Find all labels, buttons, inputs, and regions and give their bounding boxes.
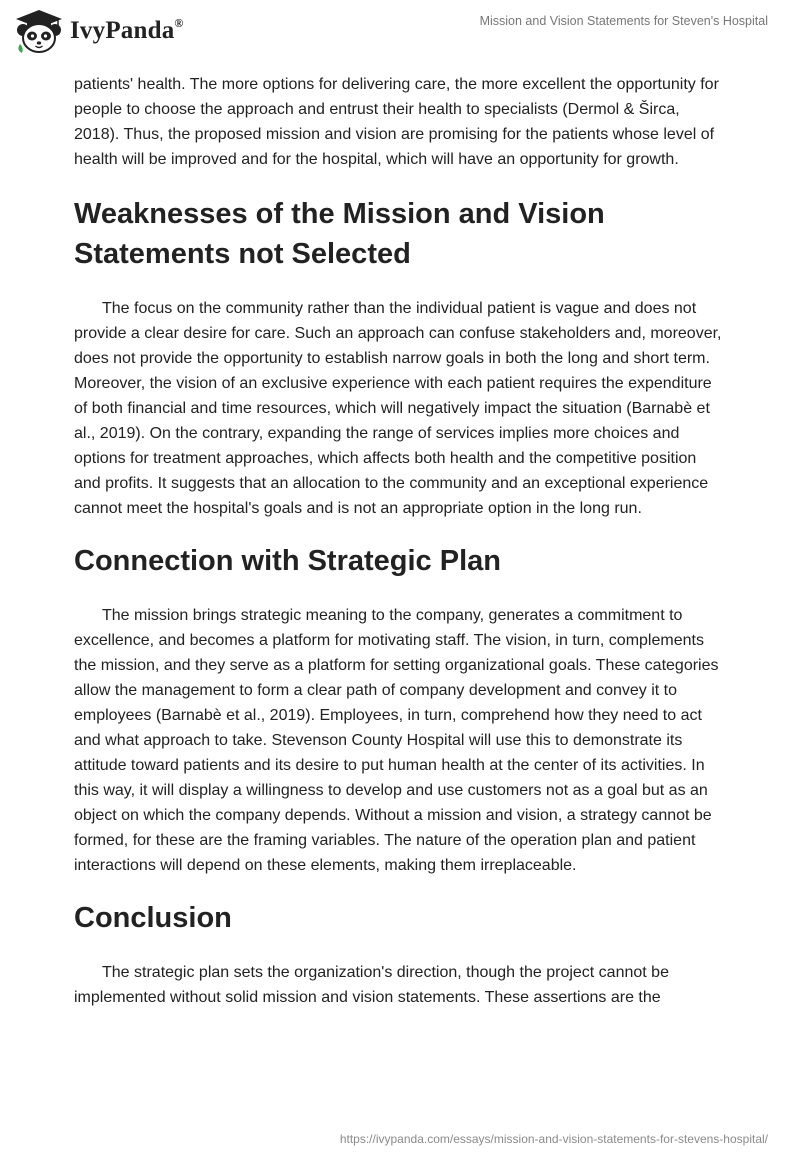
- section-paragraph-connection: The mission brings strategic meaning to the company, generates a commitment to excellence, and becomes a platform for motivating staff. The vision, in turn, complements the mission, and they serve as a platform for setting organizational goals. These categories allow the management to form a clear path of company development and convey it to employees (Barnabè et al., 2019). Employees, in turn, comprehend how they need to act and what approach to take. Stevenson County Hospital will use this to demonstrate its attitude toward patients and its desire to put human health at the center of its activities. In this way, it will display a willingness to develop and use customers not as a goal but as an object on which the company depends. Without a mission and vision, a strategy cannot be formed, for these are the framing variables. The nature of the operation plan and patient interactions will depend on these elements, making them irreplaceable.: [74, 607, 719, 874]
- section-paragraph-conclusion: The strategic plan sets the organization's direction, though the project cannot be implemented without solid mission and vision statements. These assertions are the: [74, 964, 669, 1006]
- document-title: Mission and Vision Statements for Steven's Hospital: [479, 14, 768, 28]
- article-body: [74, 72, 724, 1010]
- section-heading-connection: Connection with Strategic Plan: [74, 545, 501, 577]
- section-heading-weaknesses: Weaknesses of the Mission and Vision Statements not Selected: [74, 198, 605, 270]
- page-header: [0, 0, 800, 70]
- source-url[interactable]: https://ivypanda.com/essays/mission-and-vision-statements-for-stevens-hospital/: [339, 1132, 768, 1146]
- registered-mark: ®: [174, 15, 184, 30]
- intro-paragraph: patients' health. The more options for delivering care, the more excellent the opportunity for people to choose the approach and entrust their health to specialists (Dermol & Širca, 2018). Thus, the proposed mission and vision are promising for the patients whose level of health will be improved and for the hospital, which will have an opportunity for growth.: [74, 76, 719, 168]
- section-paragraph-weaknesses: The focus on the community rather than the individual patient is vague and does not provide a clear desire for care. Such an approach can confuse stakeholders and, moreover, does not provide the opportunity to establish narrow goals in both the long and short term. Moreover, the vision of an exclusive experience with each patient requires the expenditure of both financial and time resources, which will negatively impact the situation (Barnabè et al., 2019). On the contrary, expanding the range of services implies more choices and options for treatment approaches, which affects both health and the competitive position and profits. It suggests that an allocation to the community and an exceptional experience cannot meet the hospital's goals and is not an appropriate option in the long run.: [74, 300, 722, 517]
- brand-name: IvyPanda®: [70, 15, 184, 44]
- section-heading-conclusion: Conclusion: [74, 902, 232, 934]
- panda-graduate-logo-icon: [14, 8, 64, 54]
- brand-logo[interactable]: [14, 8, 184, 54]
